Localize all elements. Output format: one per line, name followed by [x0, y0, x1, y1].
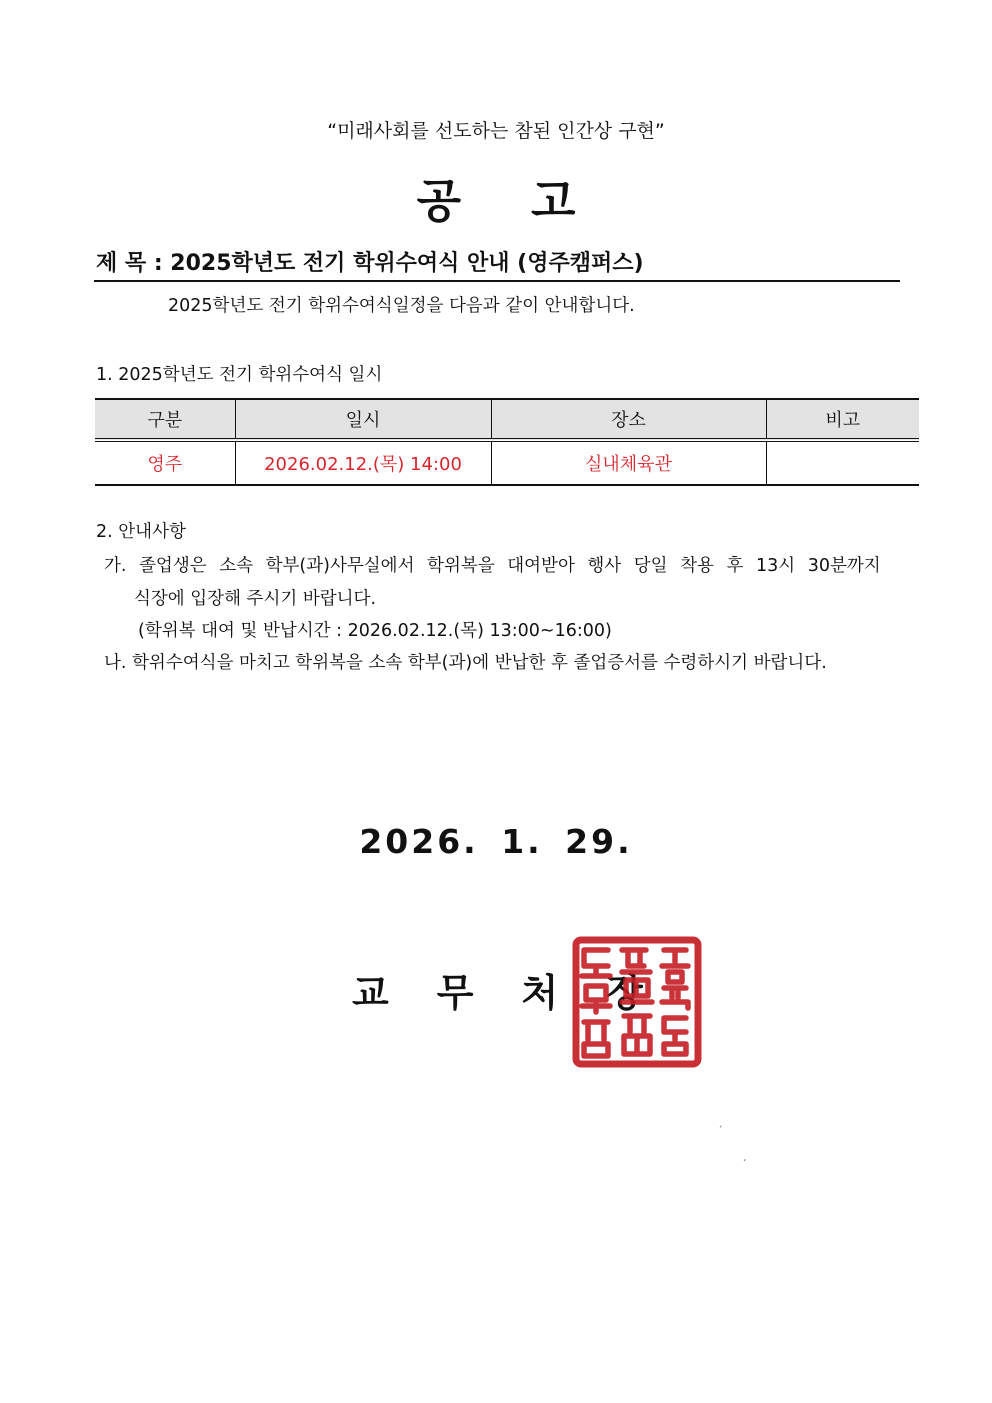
- signer-title: 교무처장: [352, 971, 691, 1015]
- table-header-row: [95, 399, 919, 440]
- table-row: [95, 440, 919, 485]
- column-header-datetime: 일시: [235, 399, 491, 440]
- intro-text: 2025학년도 전기 학위수여식일정을 다음과 같이 안내합니다.: [168, 296, 635, 316]
- note-ga-line-3: (학위복 대여 및 반납시간 : 2026.02.12.(목) 13:00~16:00): [138, 621, 612, 641]
- subject-line: 제 목 : 2025학년도 전기 학위수여식 안내 (영주캠퍼스): [96, 251, 644, 276]
- stray-mark: ˏ: [742, 1152, 747, 1162]
- cell-datetime: 2026.02.12.(목) 14:00: [235, 440, 491, 485]
- section-2-heading: 2. 안내사항: [96, 522, 186, 542]
- column-header-remarks: 비고: [766, 399, 919, 440]
- note-ga-line-1: 가. 졸업생은 소속 학부(과)사무실에서 학위복을 대여받아 행사 당일 착용 후 13시 30분까지: [104, 556, 881, 576]
- document-title: 공고: [416, 174, 646, 228]
- column-header-division: 구분: [95, 399, 235, 440]
- note-ga-line-2: 식장에 입장해 주시기 바랍니다.: [134, 589, 377, 609]
- motto: “미래사회를 선도하는 참된 인간상 구현”: [327, 120, 665, 142]
- issue-date: 2026. 1. 29.: [359, 822, 633, 861]
- official-seal-stamp: [572, 936, 702, 1068]
- stray-mark: ˊ: [718, 1126, 723, 1136]
- column-header-venue: 장소: [491, 399, 766, 440]
- cell-remarks: [766, 440, 919, 485]
- cell-venue: 실내체육관: [491, 440, 766, 485]
- cell-division: 영주: [95, 440, 235, 485]
- note-na-line: 나. 학위수여식을 마치고 학위복을 소속 학부(과)에 반납한 후 졸업증서를 수령하시기 바랍니다.: [104, 653, 827, 673]
- section-1-heading: 1. 2025학년도 전기 학위수여식 일시: [96, 365, 383, 385]
- schedule-table: [95, 398, 919, 486]
- subject-underline: [94, 280, 900, 282]
